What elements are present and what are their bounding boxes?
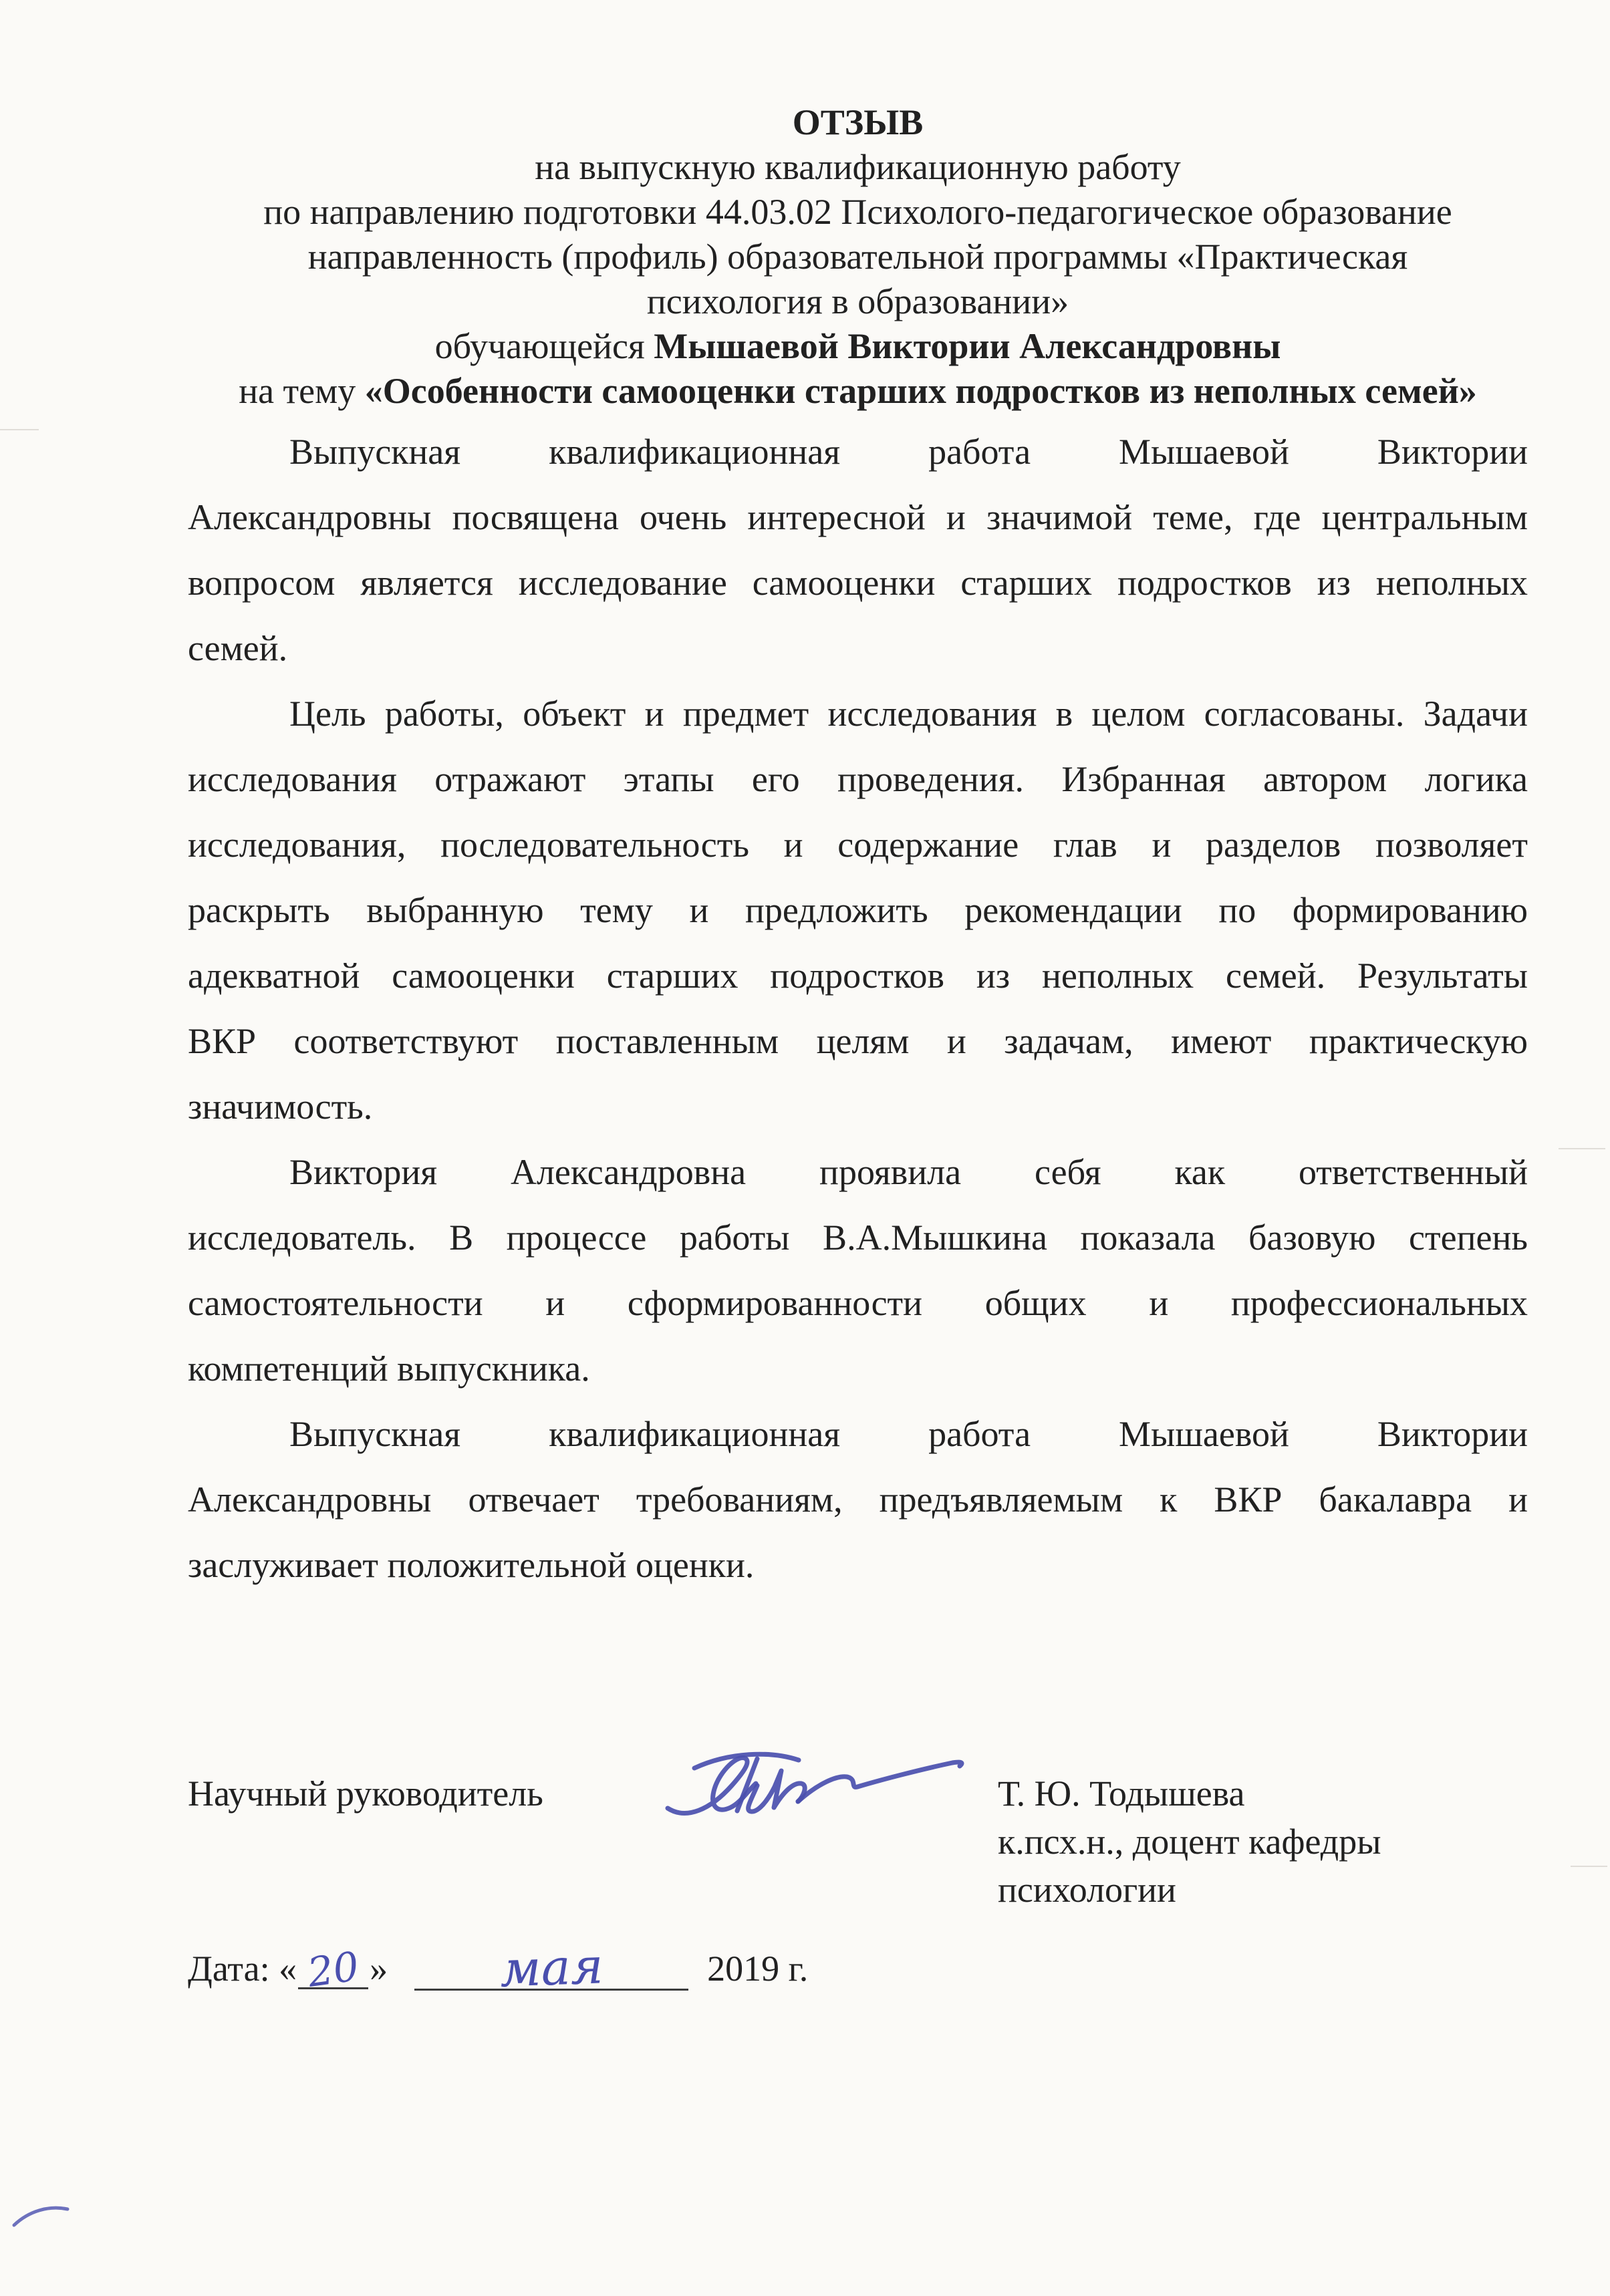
- body-line: исследования отражают этапы его проведения. Избранная автором логика: [188, 759, 1528, 799]
- paragraph: [188, 419, 1528, 681]
- paragraph: [188, 1139, 1528, 1401]
- body-line: Александровны посвящена очень интересной и значимой теме, где центральным: [188, 497, 1528, 537]
- stray-pen-mark: [10, 2198, 74, 2231]
- body-line: заслуживает положительной оценки.: [188, 1545, 755, 1585]
- body-line: значимость.: [188, 1087, 373, 1127]
- header-line: психология в образовании»: [646, 281, 1069, 321]
- body-line: исследования, последовательность и содержание глав и разделов позволяет: [188, 825, 1528, 865]
- supervisor-credentials: [998, 1769, 1528, 1914]
- body-line: раскрыть выбранную тему и предложить рекомендации по формированию: [188, 890, 1528, 930]
- date-prefix: Дата: «: [188, 1949, 297, 1989]
- body-line: Выпускная квалификационная работа Мышаевой Виктории: [289, 1414, 1528, 1454]
- date-after-day: »: [370, 1949, 388, 1989]
- body-paragraphs: [188, 419, 1528, 1598]
- supervisor-name: Т. Ю. Тодышева: [998, 1773, 1245, 1814]
- date-year: 2019 г.: [707, 1949, 809, 1989]
- date-day-blank: [298, 1943, 368, 1997]
- document-content: [188, 0, 1528, 2001]
- scan-scratch: [1559, 1148, 1605, 1149]
- paragraph: [188, 681, 1528, 1139]
- body-line: исследователь. В процессе работы В.А.Мышкина показала базовую степень: [188, 1217, 1528, 1258]
- signature-ink: [656, 1744, 983, 1834]
- header-line: на тему «Особенности самооценки старших подростков из неполных семей»: [239, 371, 1477, 411]
- header-line: ОТЗЫВ: [792, 102, 924, 142]
- date-month-handwritten: мая: [499, 1937, 605, 1999]
- signature-block: [188, 1769, 1528, 1914]
- scan-scratch: [0, 429, 39, 430]
- supervisor-position-line2: психологии: [998, 1870, 1176, 1910]
- body-line: Выпускная квалификационная работа Мышаевой Виктории: [289, 432, 1528, 472]
- body-line: Виктория Александровна проявила себя как ответственный: [289, 1152, 1528, 1192]
- paragraph: [188, 1401, 1528, 1598]
- header-line: направленность (профиль) образовательной программы «Практическая: [307, 237, 1408, 277]
- header-line: обучающейся Мышаевой Виктории Александровны: [434, 326, 1281, 366]
- date-day-handwritten: 20: [305, 1943, 362, 1997]
- header-line: на выпускную квалификационную работу: [535, 147, 1181, 187]
- header-line: по направлению подготовки 44.03.02 Психолого-педагогическое образование: [263, 192, 1452, 232]
- body-line: Александровны отвечает требованиям, предъявляемым к ВКР бакалавра и: [188, 1479, 1528, 1520]
- body-line: Цель работы, объект и предмет исследования в целом согласованы. Задачи: [289, 694, 1528, 734]
- body-line: ВКР соответствуют поставленным целям и задачам, имеют практическую: [188, 1021, 1528, 1061]
- body-line: семей.: [188, 628, 288, 668]
- date-line: [188, 1936, 1528, 2001]
- body-line: самостоятельности и сформированности общих и профессиональных: [188, 1283, 1528, 1323]
- supervisor-label: Научный руководитель: [188, 1773, 543, 1814]
- body-line: вопросом является исследование самооценки старших подростков из неполных: [188, 563, 1528, 603]
- date-month-blank: [414, 1937, 688, 1999]
- supervisor-position-line1: к.псх.н., доцент кафедры: [998, 1822, 1381, 1862]
- scan-scratch: [1571, 1866, 1607, 1867]
- body-line: компетенций выпускника.: [188, 1348, 590, 1389]
- body-line: адекватной самооценки старших подростков из неполных семей. Результаты: [188, 956, 1528, 996]
- header-lines: [188, 0, 1528, 414]
